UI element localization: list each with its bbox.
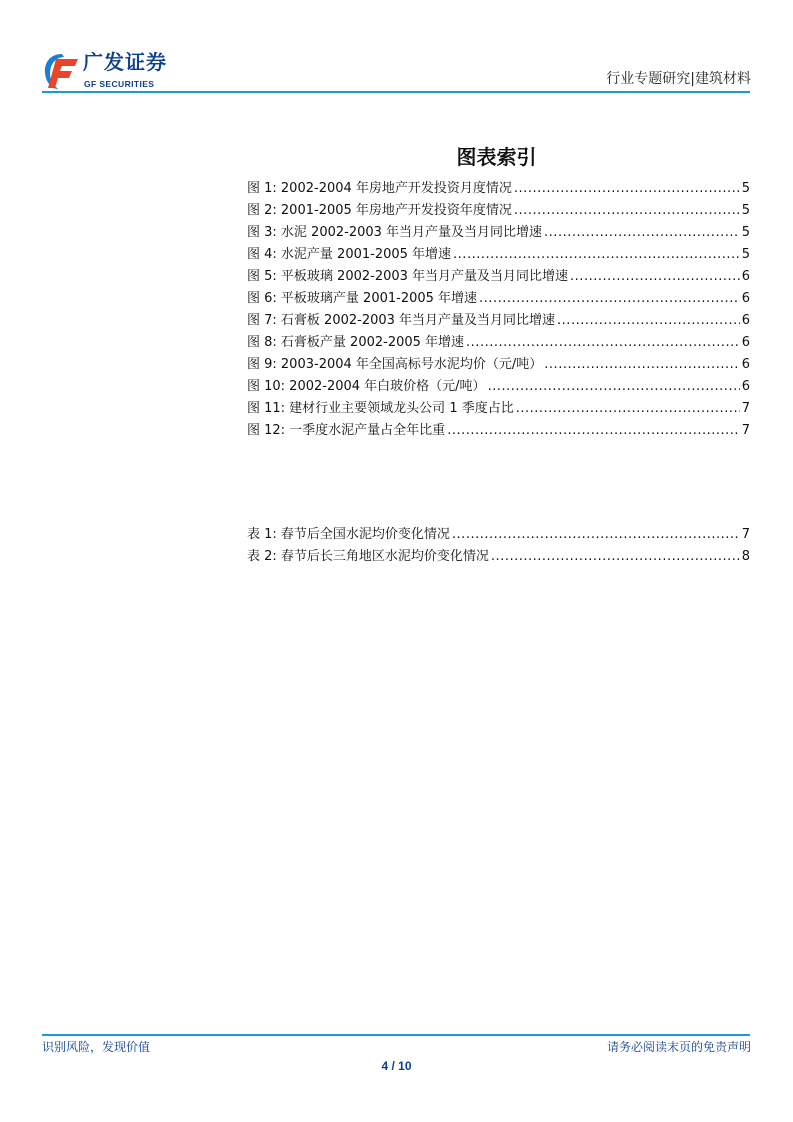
toc-entry-page: 5 <box>741 247 750 262</box>
table-index <box>247 524 750 568</box>
logo-mark-icon <box>42 51 82 91</box>
toc-entry-page: 5 <box>741 225 750 240</box>
toc-entry-page: 7 <box>741 401 750 416</box>
toc-entry-page: 6 <box>741 269 750 284</box>
dot-leader <box>516 398 740 420</box>
toc-entry[interactable] <box>247 420 750 442</box>
dot-leader <box>453 244 740 266</box>
toc-entry-label: 表 2: 春节后长三角地区水泥均价变化情况 <box>247 549 489 564</box>
logo-text-cn: 广发证券 <box>83 50 167 74</box>
toc-entry[interactable] <box>247 244 750 266</box>
toc-entry-page: 7 <box>741 527 750 542</box>
dot-leader <box>466 332 740 354</box>
toc-entry-page: 6 <box>741 335 750 350</box>
toc-entry[interactable] <box>247 524 750 546</box>
dot-leader <box>491 546 740 568</box>
toc-entry-page: 6 <box>741 379 750 394</box>
dot-leader <box>488 376 740 398</box>
toc-entry-label: 图 5: 平板玻璃 2002-2003 年当月产量及当月同比增速 <box>247 269 569 284</box>
toc-entry[interactable] <box>247 398 750 420</box>
toc-entry-label: 图 9: 2003-2004 年全国高标号水泥均价（元/吨） <box>247 357 543 372</box>
page-number: 4 / 10 <box>381 1059 412 1073</box>
toc-entry-page: 5 <box>741 203 750 218</box>
toc-entry[interactable] <box>247 376 750 398</box>
figure-index <box>247 178 750 442</box>
toc-entry-label: 图 8: 石膏板产量 2002-2005 年增速 <box>247 335 465 350</box>
toc-entry-label: 表 1: 春节后全国水泥均价变化情况 <box>247 527 450 542</box>
toc-entry-page: 5 <box>741 181 750 196</box>
logo-text-en: GF SECURITIES <box>84 79 155 89</box>
dot-leader <box>570 266 740 288</box>
toc-entry[interactable] <box>247 222 750 244</box>
footer-disclaimer-note: 请务必阅读末页的免责声明 <box>606 1040 751 1054</box>
toc-entry-page: 6 <box>741 313 750 328</box>
dot-leader <box>544 222 740 244</box>
toc-entry[interactable] <box>247 266 750 288</box>
toc-entry-label: 图 1: 2002-2004 年房地产开发投资月度情况 <box>247 181 512 196</box>
gf-securities-logo <box>42 50 182 92</box>
footer-divider <box>42 1034 750 1036</box>
toc-entry-label: 图 10: 2002-2004 年白玻价格（元/吨） <box>247 379 486 394</box>
toc-entry[interactable] <box>247 310 750 332</box>
toc-entry[interactable] <box>247 200 750 222</box>
toc-entry[interactable] <box>247 354 750 376</box>
report-category: 行业专题研究|建筑材料 <box>606 71 751 87</box>
toc-entry-label: 图 11: 建材行业主要领域龙头公司 1 季度占比 <box>247 401 514 416</box>
dot-leader <box>514 200 740 222</box>
toc-entry-label: 图 7: 石膏板 2002-2003 年当月产量及当月同比增速 <box>247 313 556 328</box>
toc-entry-label: 图 2: 2001-2005 年房地产开发投资年度情况 <box>247 203 512 218</box>
toc-entry-label: 图 3: 水泥 2002-2003 年当月产量及当月同比增速 <box>247 225 543 240</box>
toc-entry-label: 图 4: 水泥产量 2001-2005 年增速 <box>247 247 452 262</box>
toc-entry-page: 8 <box>741 549 750 564</box>
footer-slogan: 识别风险，发现价值 <box>42 1040 151 1054</box>
toc-entry[interactable] <box>247 178 750 200</box>
dot-leader <box>479 288 740 310</box>
toc-entry-page: 7 <box>741 423 750 438</box>
toc-entry[interactable] <box>247 288 750 310</box>
dot-leader <box>514 178 740 200</box>
toc-entry-page: 6 <box>741 291 750 306</box>
toc-entry-label: 图 6: 平板玻璃产量 2001-2005 年增速 <box>247 291 478 306</box>
dot-leader <box>557 310 740 332</box>
header-divider <box>42 91 750 93</box>
toc-entry-label: 图 12: 一季度水泥产量占全年比重 <box>247 423 446 438</box>
dot-leader <box>447 420 740 442</box>
toc-entry[interactable] <box>247 546 750 568</box>
page-title: 图表索引 <box>456 145 537 169</box>
toc-entry[interactable] <box>247 332 750 354</box>
dot-leader <box>544 354 739 376</box>
dot-leader <box>452 524 740 546</box>
toc-entry-page: 6 <box>741 357 750 372</box>
